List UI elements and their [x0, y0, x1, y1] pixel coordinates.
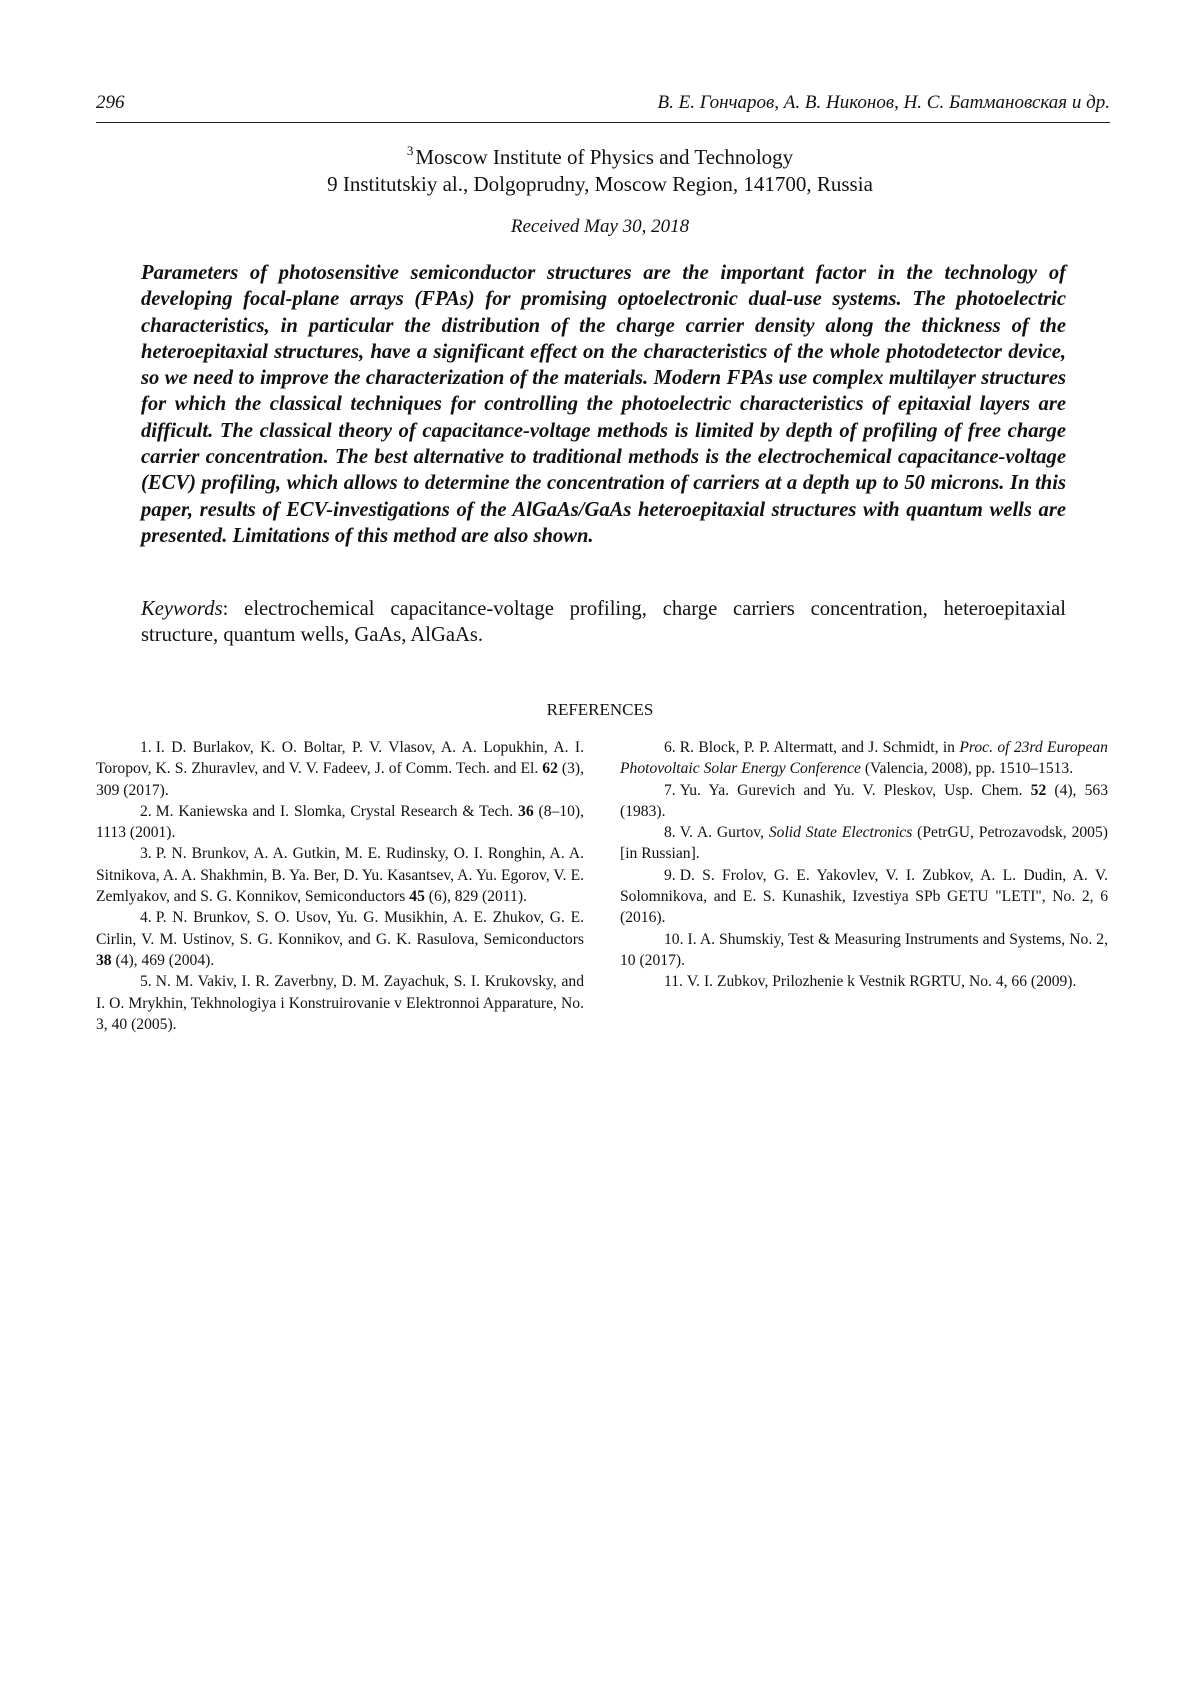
- reference-item: [620, 780, 1108, 823]
- reference-text: Yu. Ya. Gurevich and Yu. V. Pleskov, Usp. Chem.: [680, 782, 1031, 799]
- reference-item: [620, 865, 1108, 929]
- running-header: [96, 92, 1110, 123]
- reference-item: [96, 801, 584, 844]
- keywords-label: Keywords: [141, 598, 223, 620]
- reference-number: 6.: [664, 739, 676, 756]
- reference-text: N. M. Vakiv, I. R. Zaverbny, D. M. Zayachuk, S. I. Krukovsky, and I. O. Mrykhin, Tekhnologiya i Konstruirovanie v Elektronnoi Apparature, No. 3, 40 (2005).: [96, 973, 584, 1033]
- reference-number: 9.: [664, 867, 676, 884]
- page-number: 296: [96, 92, 125, 114]
- reference-number: 4.: [140, 909, 152, 926]
- reference-title-italic: Proc. of 23rd European Photovoltaic Solar Energy Conference: [620, 739, 1108, 777]
- reference-item: [620, 822, 1108, 865]
- reference-volume: 38: [96, 952, 112, 969]
- reference-text: (4), 469 (2004).: [112, 952, 215, 969]
- abstract: Parameters of photosensitive semiconductor structures are the important factor in the technology of developing focal-plane arrays (FPAs) for promising optoelectronic dual-use systems. The photoelectric characteristics, in particular the distribution of the charge carrier density along the thickness of the heteroepitaxial structures, have a significant effect on the characteristics of the whole photodetector device, so we need to improve the characterization of the materials. Modern FPAs use complex multilayer structures for which the classical techniques for controlling the photoelectric characteristics of epitaxial layers are difficult. The classical theory of capacitance-voltage methods is limited by depth of profiling of free charge carrier concentration. The best alternative to traditional methods is the electrochemical capacitance-voltage (ECV) profiling, which allows to determine the concentration of carriers at a depth up to 50 microns. In this paper, results of ECV-investigations of the AlGaAs/GaAs heteroepitaxial structures with quantum wells are presented. Limitations of this method are also shown.: [141, 260, 1066, 549]
- reference-item: [620, 971, 1108, 992]
- affiliation-institute-line: [140, 137, 1060, 171]
- reference-text: (PetrGU, Petrozavodsk, 2005) [in Russian].: [620, 824, 1108, 862]
- reference-text: (4), 563 (1983).: [620, 782, 1108, 820]
- reference-text: I. A. Shumskiy, Test & Measuring Instruments and Systems, No. 2, 10 (2017).: [620, 931, 1108, 969]
- reference-volume: 45: [409, 888, 425, 905]
- affiliation-marker: 3: [407, 143, 414, 158]
- received-date: Received May 30, 2018: [140, 216, 1060, 238]
- affiliation-address: 9 Institutskiy al., Dolgoprudny, Moscow Region, 141700, Russia: [140, 171, 1060, 198]
- reference-item: [96, 907, 584, 971]
- reference-text: D. S. Frolov, G. E. Yakovlev, V. I. Zubkov, A. L. Dudin, A. V. Solomnikova, and E. S. Kunashik, Izvestiya SPb GETU "LETI", No. 2, 6 (2016).: [620, 867, 1108, 927]
- reference-item: [96, 971, 584, 1035]
- reference-number: 10.: [664, 931, 684, 948]
- reference-text: V. A. Gurtov,: [680, 824, 769, 841]
- reference-number: 8.: [664, 824, 676, 841]
- references-column-left: [96, 737, 584, 1035]
- reference-text: (Valencia, 2008), pp. 1510–1513.: [861, 760, 1073, 777]
- reference-item: [620, 929, 1108, 972]
- reference-text: (3), 309 (2017).: [96, 760, 584, 798]
- reference-text: (8–10), 1113 (2001).: [96, 803, 584, 841]
- running-authors: В. Е. Гончаров, А. В. Никонов, Н. С. Батмановская и др.: [658, 92, 1110, 114]
- keywords-text: : electrochemical capacitance-voltage profiling, charge carriers concentration, heteroepitaxial structure, quantum wells, GaAs, AlGaAs.: [141, 598, 1066, 646]
- reference-text: P. N. Brunkov, S. O. Usov, Yu. G. Musikhin, A. E. Zhukov, G. E. Cirlin, V. M. Ustinov, S. G. Konnikov, and G. K. Rasulova, Semiconductors: [96, 909, 584, 947]
- reference-title-italic: Solid State Electronics: [769, 824, 912, 841]
- reference-text: P. N. Brunkov, A. A. Gutkin, M. E. Rudinsky, O. I. Ronghin, A. A. Sitnikova, A. A. Shakhmin, B. Ya. Ber, D. Yu. Kasantsev, A. Yu. Egorov, V. E. Zemlyakov, and S. G. Konnikov, Semiconductors: [96, 845, 584, 905]
- reference-item: [96, 737, 584, 801]
- reference-number: 5.: [140, 973, 152, 990]
- reference-number: 11.: [664, 973, 683, 990]
- reference-number: 1.: [140, 739, 152, 756]
- reference-volume: 62: [542, 760, 558, 777]
- reference-text: M. Kaniewska and I. Slomka, Crystal Research & Tech.: [156, 803, 518, 820]
- reference-volume: 36: [518, 803, 534, 820]
- reference-text: R. Block, P. P. Altermatt, and J. Schmidt, in: [680, 739, 960, 756]
- affiliation-institute: Moscow Institute of Physics and Technology: [415, 145, 793, 169]
- keywords: [141, 596, 1066, 649]
- reference-item: [96, 843, 584, 907]
- reference-text: I. D. Burlakov, K. O. Boltar, P. V. Vlasov, A. A. Lopukhin, A. I. Toropov, K. S. Zhuravlev, and V. V. Fadeev, J. of Comm. Tech. and El.: [96, 739, 584, 777]
- affiliation: [140, 137, 1060, 198]
- references-title: REFERENCES: [140, 700, 1060, 720]
- reference-number: 2.: [140, 803, 152, 820]
- reference-number: 3.: [140, 845, 152, 862]
- references-column-right: [620, 737, 1108, 993]
- reference-volume: 52: [1031, 782, 1047, 799]
- reference-number: 7.: [664, 782, 676, 799]
- reference-text: (6), 829 (2011).: [425, 888, 527, 905]
- reference-text: V. I. Zubkov, Prilozhenie k Vestnik RGRTU, No. 4, 66 (2009).: [687, 973, 1076, 990]
- reference-item: [620, 737, 1108, 780]
